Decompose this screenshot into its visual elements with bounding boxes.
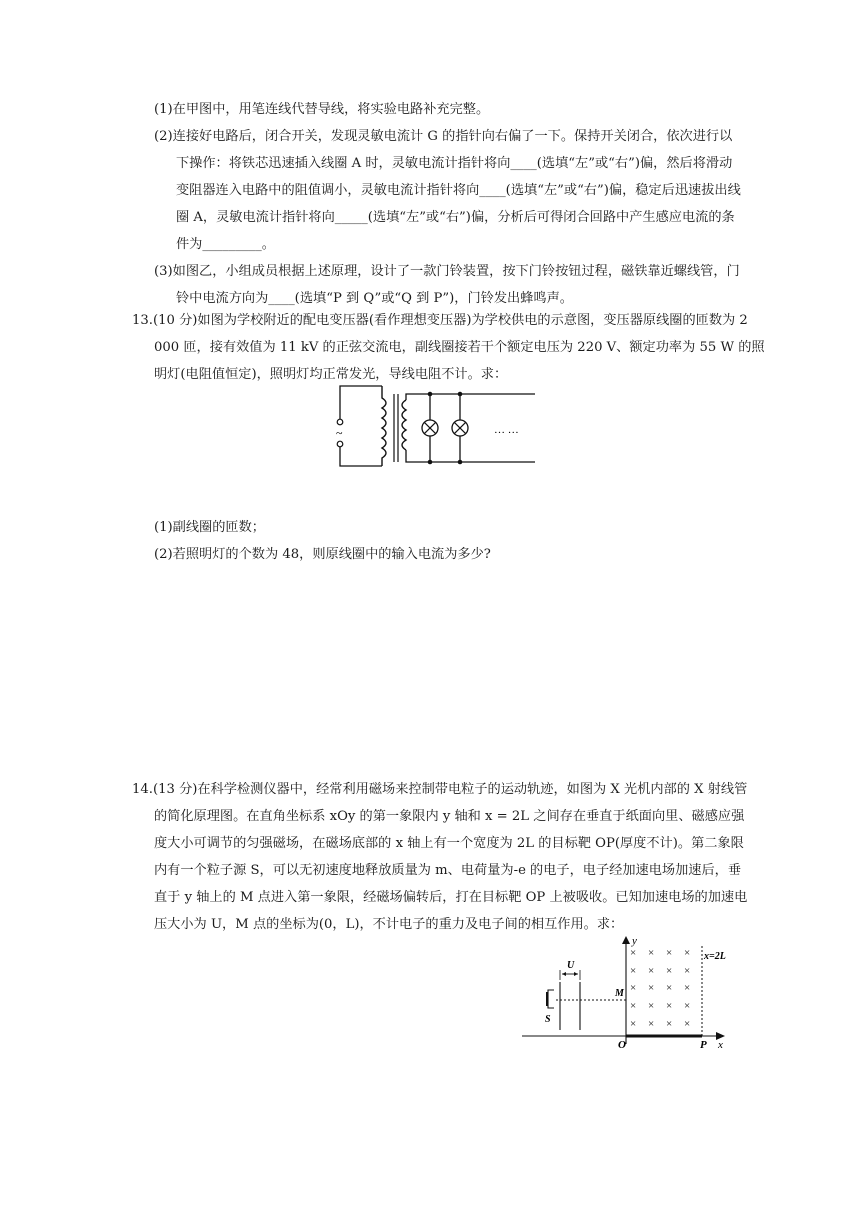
field-cross: × xyxy=(684,982,691,994)
q12-part3-line2: 铃中电流方向为____(选填“P 到 Q”或“Q 到 P”)，门铃发出蜂鸣声。 xyxy=(176,291,573,306)
field-cross: × xyxy=(630,965,637,977)
y-axis-arrow xyxy=(622,936,630,944)
xray-tube-figure xyxy=(520,932,736,1050)
q14-stem-line6: 压大小为 U，M 点的坐标为(0，L)，不计电子的重力及电子间的相互作用。求： xyxy=(154,917,624,932)
field-cross: × xyxy=(630,947,637,959)
u-label: U xyxy=(567,960,575,971)
q12-part3-line1: (3)如图乙，小组成员根据上述原理，设计了一款门铃装置，按下门铃按钮过程，磁铁靠近螺线管，门 xyxy=(154,264,740,279)
p-label: P xyxy=(700,1039,707,1050)
field-cross: × xyxy=(648,982,655,994)
lamp-1 xyxy=(422,420,438,436)
q13-sub2: (2)若照明灯的个数为 48，则原线圈中的输入电流为多少? xyxy=(154,547,491,562)
primary-coil xyxy=(382,386,386,466)
secondary-coil xyxy=(402,400,406,450)
boundary-label: x=2L xyxy=(704,951,726,962)
source-bracket xyxy=(548,990,554,1008)
field-cross: × xyxy=(684,1000,691,1012)
field-cross: × xyxy=(684,965,691,977)
magnetic-field-grid xyxy=(630,947,690,1030)
x-axis-label: x xyxy=(718,1039,723,1050)
field-cross: × xyxy=(648,947,655,959)
field-cross: × xyxy=(648,1000,655,1012)
q12-part2-line4: 圈 A，灵敏电流计指针将向_____(选填“左”或“右”)偏，分析后可得闭合回路中产生感应电流的条 xyxy=(176,210,735,225)
q12-part2-line2: 下操作：将铁芯迅速插入线圈 A 时，灵敏电流计指针将向____(选填“左”或“右”)偏，然后将滑动 xyxy=(176,156,733,171)
terminal-top xyxy=(337,419,343,425)
ellipsis-dots: … … xyxy=(494,424,519,436)
transformer-circuit-figure xyxy=(330,380,540,470)
field-cross: × xyxy=(666,947,673,959)
q12-part2-line3: 变阻器连入电路中的阻值调小，灵敏电流计指针将向____(选填“左”或“右”)偏，稳定后迅速拔出线 xyxy=(176,183,741,198)
q13-stem-line2: 000 匝，接有效值为 11 kV 的正弦交流电，副线圈接若干个额定电压为 220 V、额定功率为 55 W 的照 xyxy=(154,340,765,355)
s-label: S xyxy=(545,1014,551,1025)
field-cross: × xyxy=(648,965,655,977)
q14-stem-line1: 14.(13 分)在科学检测仪器中，经常利用磁场来控制带电粒子的运动轨迹，如图为 X 光机内部的 X 射线管 xyxy=(132,782,748,797)
field-cross: × xyxy=(666,982,673,994)
ac-symbol: ~ xyxy=(336,426,343,440)
q12-part1: (1)在甲图中，用笔连线代替导线，将实验电路补充完整。 xyxy=(154,102,490,117)
field-cross: × xyxy=(684,947,691,959)
q12-part2-line1: (2)连接好电路后，闭合开关，发现灵敏电流计 G 的指针向右偏了一下。保持开关闭合，依次进行以 xyxy=(154,129,733,144)
field-cross: × xyxy=(648,1018,655,1030)
y-axis-label: y xyxy=(632,935,637,947)
field-cross: × xyxy=(666,1000,673,1012)
q14-stem-line2: 的简化原理图。在直角坐标系 xOy 的第一象限内 y 轴和 x = 2L 之间存在垂直于纸面向里、磁感应强 xyxy=(154,809,745,824)
m-label: M xyxy=(615,988,624,999)
origin-label: O xyxy=(618,1039,626,1050)
q13-stem-line3: 明灯(电阻值恒定)，照明灯均正常发光，导线电阻不计。求： xyxy=(154,367,508,382)
field-cross: × xyxy=(666,965,673,977)
q14-stem-line4: 内有一个粒子源 S，可以无初速度地释放质量为 m、电荷量为-e 的电子，电子经加速电场加速后，垂 xyxy=(154,863,742,878)
field-cross: × xyxy=(630,982,637,994)
field-cross: × xyxy=(684,1018,691,1030)
q12-part2-line5: 件为_________。 xyxy=(176,237,275,252)
field-cross: × xyxy=(630,1018,637,1030)
field-cross: × xyxy=(666,1018,673,1030)
target-op xyxy=(626,1035,702,1038)
q14-stem-line5: 直于 y 轴上的 M 点进入第一象限，经磁场偏转后，打在目标靶 OP 上被吸收。已知加速电场的加速电 xyxy=(154,890,748,905)
terminal-bottom xyxy=(337,441,343,447)
q13-sub1: (1)副线圈的匝数； xyxy=(154,520,265,535)
field-cross: × xyxy=(630,1000,637,1012)
lamp-2 xyxy=(452,420,468,436)
q13-stem-line1: 13.(10 分)如图为学校附近的配电变压器(看作理想变压器)为学校供电的示意图，变压器原线圈的匝数为 2 xyxy=(132,313,748,328)
q14-stem-line3: 度大小可调节的匀强磁场，在磁场底部的 x 轴上有一个宽度为 2L 的目标靶 OP(厚度不计)。第二象限 xyxy=(154,836,744,851)
